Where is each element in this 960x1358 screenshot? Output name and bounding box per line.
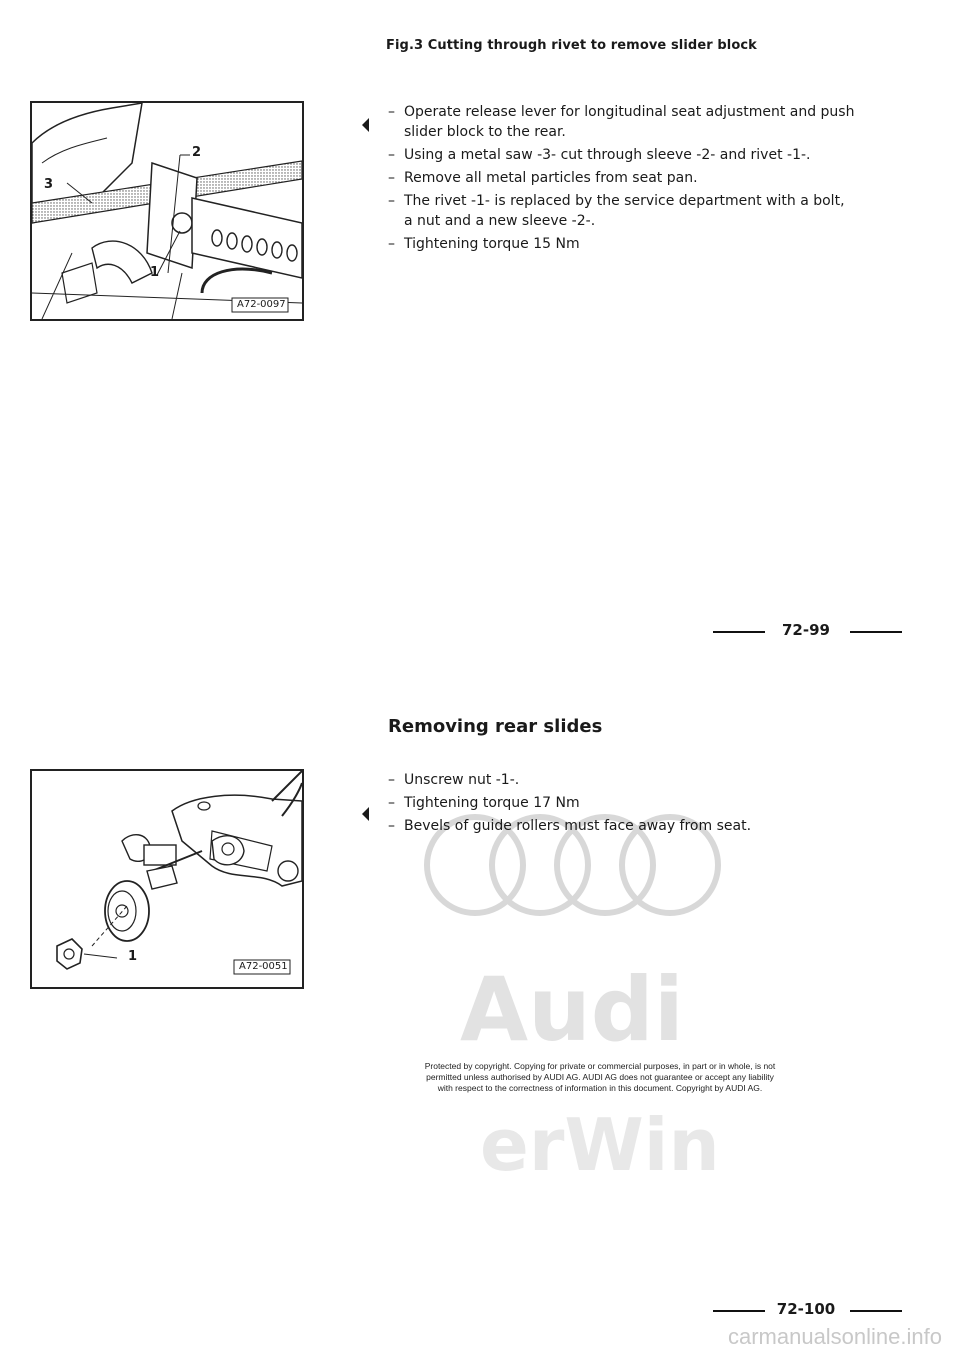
page-number-rule-right	[850, 1310, 902, 1312]
step-item: – Remove all metal particles from seat pan.	[388, 168, 898, 188]
slider-block-illustration	[32, 103, 302, 319]
site-watermark: carmanualsonline.info	[727, 1324, 942, 1349]
step-item: – Bevels of guide rollers must face away from seat.	[388, 816, 898, 836]
step-list	[388, 770, 898, 839]
figure-code: A72-0051	[239, 961, 288, 972]
page-number-rule-right	[850, 631, 902, 633]
svg-text:Audi: Audi	[460, 958, 684, 1061]
audi-watermark	[420, 800, 740, 1200]
step-item: – Using a metal saw -3- cut through sleeve -2- and rivet -1-.	[388, 145, 898, 165]
figure-slider-block	[30, 101, 304, 321]
copyright-notice: Protected by copyright. Copying for private or commercial purposes, in part or in whole, is not permitted unless authorised by AUDI AG. AUDI AG does not guarantee or accept any liability with respect to the correctness of information in this document. Copyright by AUDI AG.	[424, 1061, 776, 1093]
figure-pointer-arrow	[362, 807, 369, 821]
callout-1: 1	[150, 265, 160, 280]
page-number: 72-100	[776, 1300, 836, 1318]
figure-rear-slide	[30, 769, 304, 989]
step-item: – Tightening torque 15 Nm	[388, 234, 898, 254]
page-number-rule-left	[713, 1310, 765, 1312]
callout-3: 3	[44, 177, 54, 192]
page-number: 72-99	[782, 621, 830, 639]
page-number-rule-left	[713, 631, 765, 633]
figure-pointer-arrow	[362, 118, 369, 132]
step-item: – Tightening torque 17 Nm	[388, 793, 898, 813]
section-heading: Removing rear slides	[388, 716, 603, 737]
step-item: – Unscrew nut -1-.	[388, 770, 898, 790]
callout-2: 2	[192, 145, 202, 160]
svg-text:erWin: erWin	[480, 1103, 720, 1187]
figure-code: A72-0097	[237, 299, 286, 310]
step-item: – Operate release lever for longitudinal seat adjustment and push slider block to the rear.	[388, 102, 898, 142]
step-list	[388, 102, 898, 257]
rear-slide-illustration	[32, 771, 302, 987]
step-item: – The rivet -1- is replaced by the service department with a bolt, a nut and a new sleeve -2-.	[388, 191, 898, 231]
figure-caption: Fig.3 Cutting through rivet to remove slider block	[386, 38, 757, 53]
callout-1: 1	[128, 949, 138, 964]
